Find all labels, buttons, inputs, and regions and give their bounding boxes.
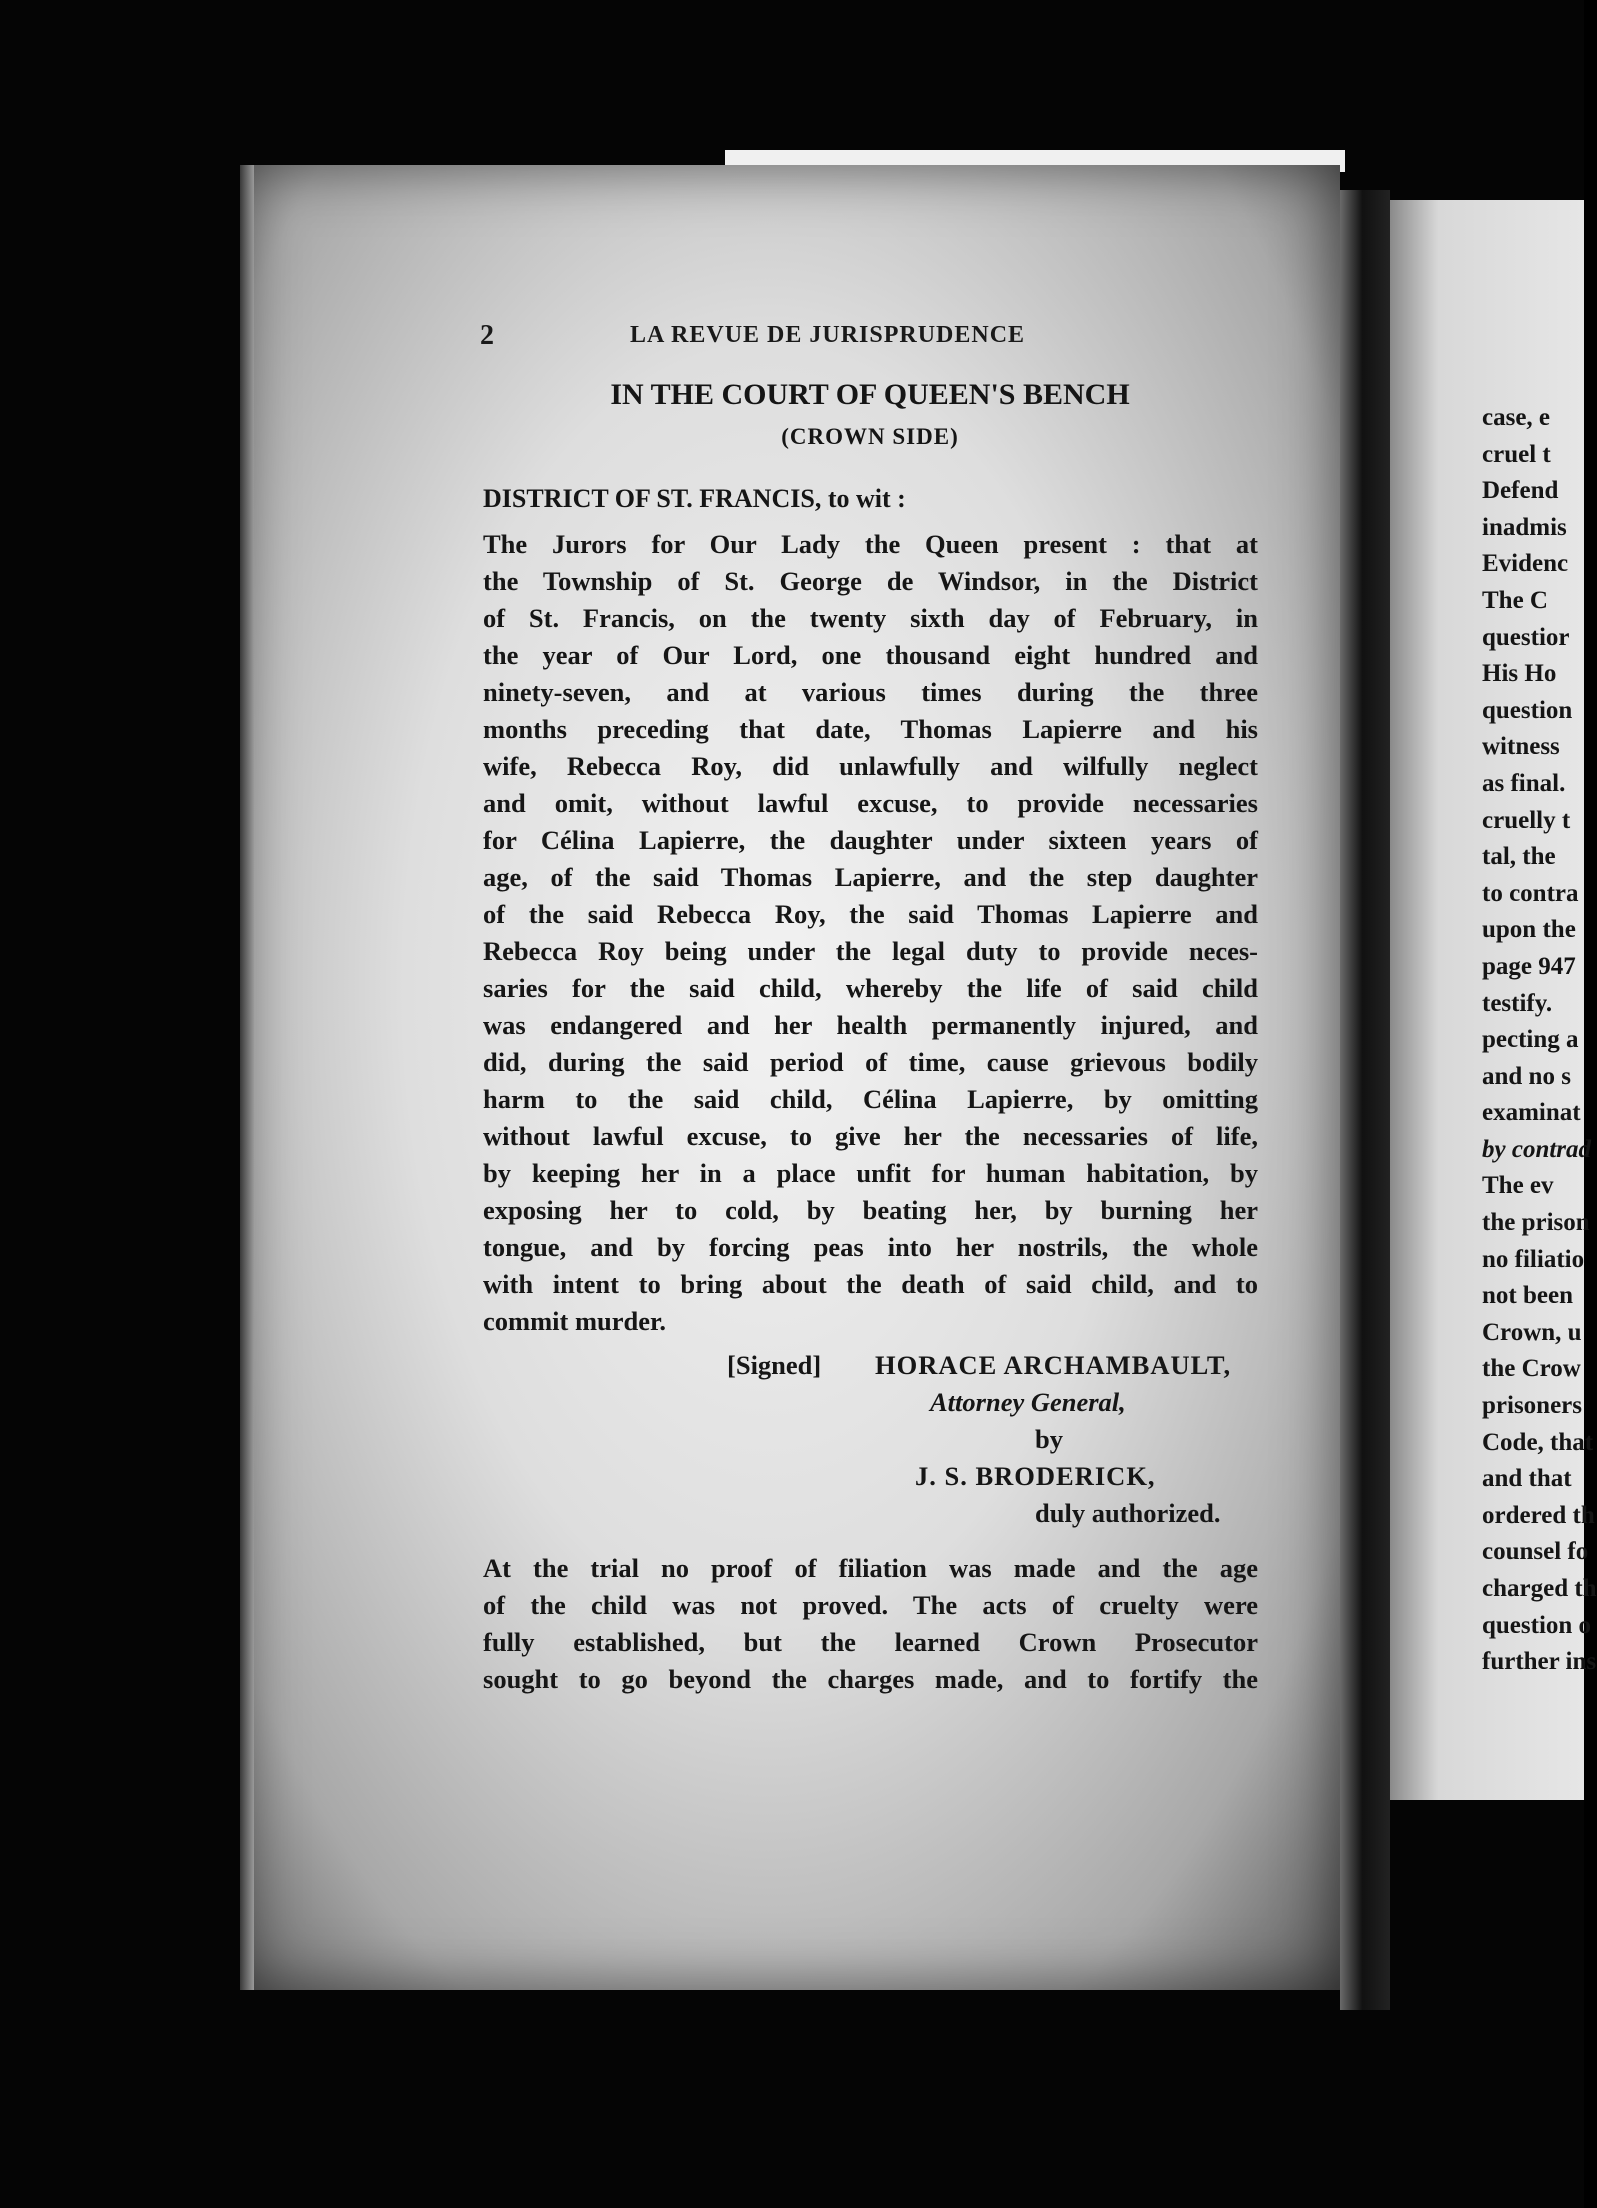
indictment-line: did, during the said period of time, cause grievous bodily [483,1047,1258,1077]
facing-page-line: not been [1482,1282,1573,1310]
signature-title: Attorney General, [930,1387,1126,1417]
facing-page-line: case, e [1482,404,1551,431]
signature-signed: [Signed] [727,1350,822,1380]
facing-page-line: page 947 [1482,952,1576,980]
district-heading: DISTRICT OF ST. FRANCIS, to wit : [483,484,906,513]
facing-page-line: to contra [1482,879,1579,907]
facing-page-line: The ev [1482,1172,1554,1200]
facing-page-line: testify. [1482,989,1553,1017]
trial-line: of the child was not proved. The acts of cruelty were [483,1590,1258,1620]
indictment-line: the Township of St. George de Windsor, in the District [483,566,1258,596]
indictment-line: commit murder. [483,1306,667,1336]
facing-page-line: cruel t [1482,440,1551,468]
trial-line: sought to go beyond the charges made, and to fortify the [483,1664,1258,1694]
indictment-line: with intent to bring about the death of said child, and to [483,1269,1258,1299]
court-subtitle: (CROWN SIDE) [781,424,959,449]
trial-line: fully established, but the learned Crown Prosecutor [483,1627,1258,1657]
indictment-line: wife, Rebecca Roy, did unlawfully and wilfully neglect [483,751,1258,781]
facing-page-line: further ins [1482,1648,1597,1676]
facing-page-line: no filiatio [1482,1245,1585,1273]
facing-page-line: questior [1482,623,1570,651]
facing-page-line: His Ho [1482,660,1557,688]
indictment-line: harm to the said child, Célina Lapierre, by omitting [483,1084,1258,1114]
indictment-line: Rebecca Roy being under the legal duty to provide neces- [483,936,1258,966]
indictment-line: months preceding that date, Thomas Lapierre and his [483,714,1258,744]
facing-page-line: inadmis [1482,513,1567,541]
indictment-line: for Célina Lapierre, the daughter under sixteen years of [483,825,1258,855]
indictment-line: age, of the said Thomas Lapierre, and the step daughter [483,862,1258,892]
trial-paragraph [483,1550,1258,1698]
facing-page-line: examinat [1482,1099,1581,1127]
book-gutter [1340,190,1390,2010]
court-title: IN THE COURT OF QUEEN'S BENCH [610,378,1130,411]
indictment-line: exposing her to cold, by beating her, by burning her [483,1195,1258,1225]
facing-page-line: upon the [1482,916,1576,944]
indictment-line: ninety-seven, and at various times during the three [483,677,1258,707]
facing-page-line: the prison [1482,1209,1590,1237]
facing-page-line: and no s [1482,1062,1571,1090]
facing-page-line: prisoners [1482,1392,1582,1420]
signature-agent: J. S. BRODERICK, [915,1461,1156,1491]
facing-page-line: Evidenc [1482,550,1569,578]
signature-by: by [1035,1424,1063,1454]
facing-page-text [1482,400,1597,1681]
facing-page-line: and that [1482,1465,1572,1493]
facing-page-line: Crown, u [1482,1318,1582,1346]
indictment-line: of St. Francis, on the twenty sixth day of February, in [483,603,1258,633]
page-number: 2 [480,320,494,351]
indictment-line: and omit, without lawful excuse, to provide necessaries [483,788,1258,818]
indictment-line: was endangered and her health permanently injured, and [483,1010,1258,1040]
facing-page-line: pecting a [1482,1026,1579,1054]
indictment-line: the year of Our Lord, one thousand eight hundred and [483,640,1258,670]
signature-name: HORACE ARCHAMBAULT, [875,1350,1232,1380]
running-head [480,320,1220,360]
facing-page-line: question [1482,696,1573,724]
facing-page-line: question o [1482,1611,1592,1639]
indictment-line: saries for the said child, whereby the life of said child [483,973,1258,1003]
facing-page-line: The C [1482,586,1548,614]
facing-page-line: Code, that [1482,1428,1594,1456]
facing-page-line: counsel fo [1482,1538,1589,1566]
facing-page-line: charged th [1482,1575,1597,1602]
facing-page-line: cruelly t [1482,806,1571,834]
facing-page-line: the Crow [1482,1355,1581,1383]
indictment-line: tongue, and by forcing peas into her nostrils, the whole [483,1232,1258,1262]
trial-line: At the trial no proof of filiation was made and the age [483,1553,1258,1583]
indictment-line: without lawful excuse, to give her the necessaries of life, [483,1121,1258,1151]
signature-authorized: duly authorized. [1035,1498,1221,1528]
facing-page-line: as final. [1482,769,1566,797]
facing-page-line: witness [1482,733,1560,761]
indictment-line: of the said Rebecca Roy, the said Thomas Lapierre and [483,899,1258,929]
indictment-paragraph [483,526,1258,1340]
indictment-line: by keeping her in a place unfit for human habitation, by [483,1158,1258,1188]
facing-page-line: by contrad [1482,1135,1592,1163]
indictment-line: The Jurors for Our Lady the Queen present : that at [483,529,1258,559]
facing-page-line: ordered th [1482,1501,1595,1529]
journal-title: LA REVUE DE JURISPRUDENCE [630,322,1026,348]
facing-page-line: tal, the [1482,843,1556,871]
left-page-edge [240,165,254,1990]
facing-page-line: Defend [1482,477,1559,505]
